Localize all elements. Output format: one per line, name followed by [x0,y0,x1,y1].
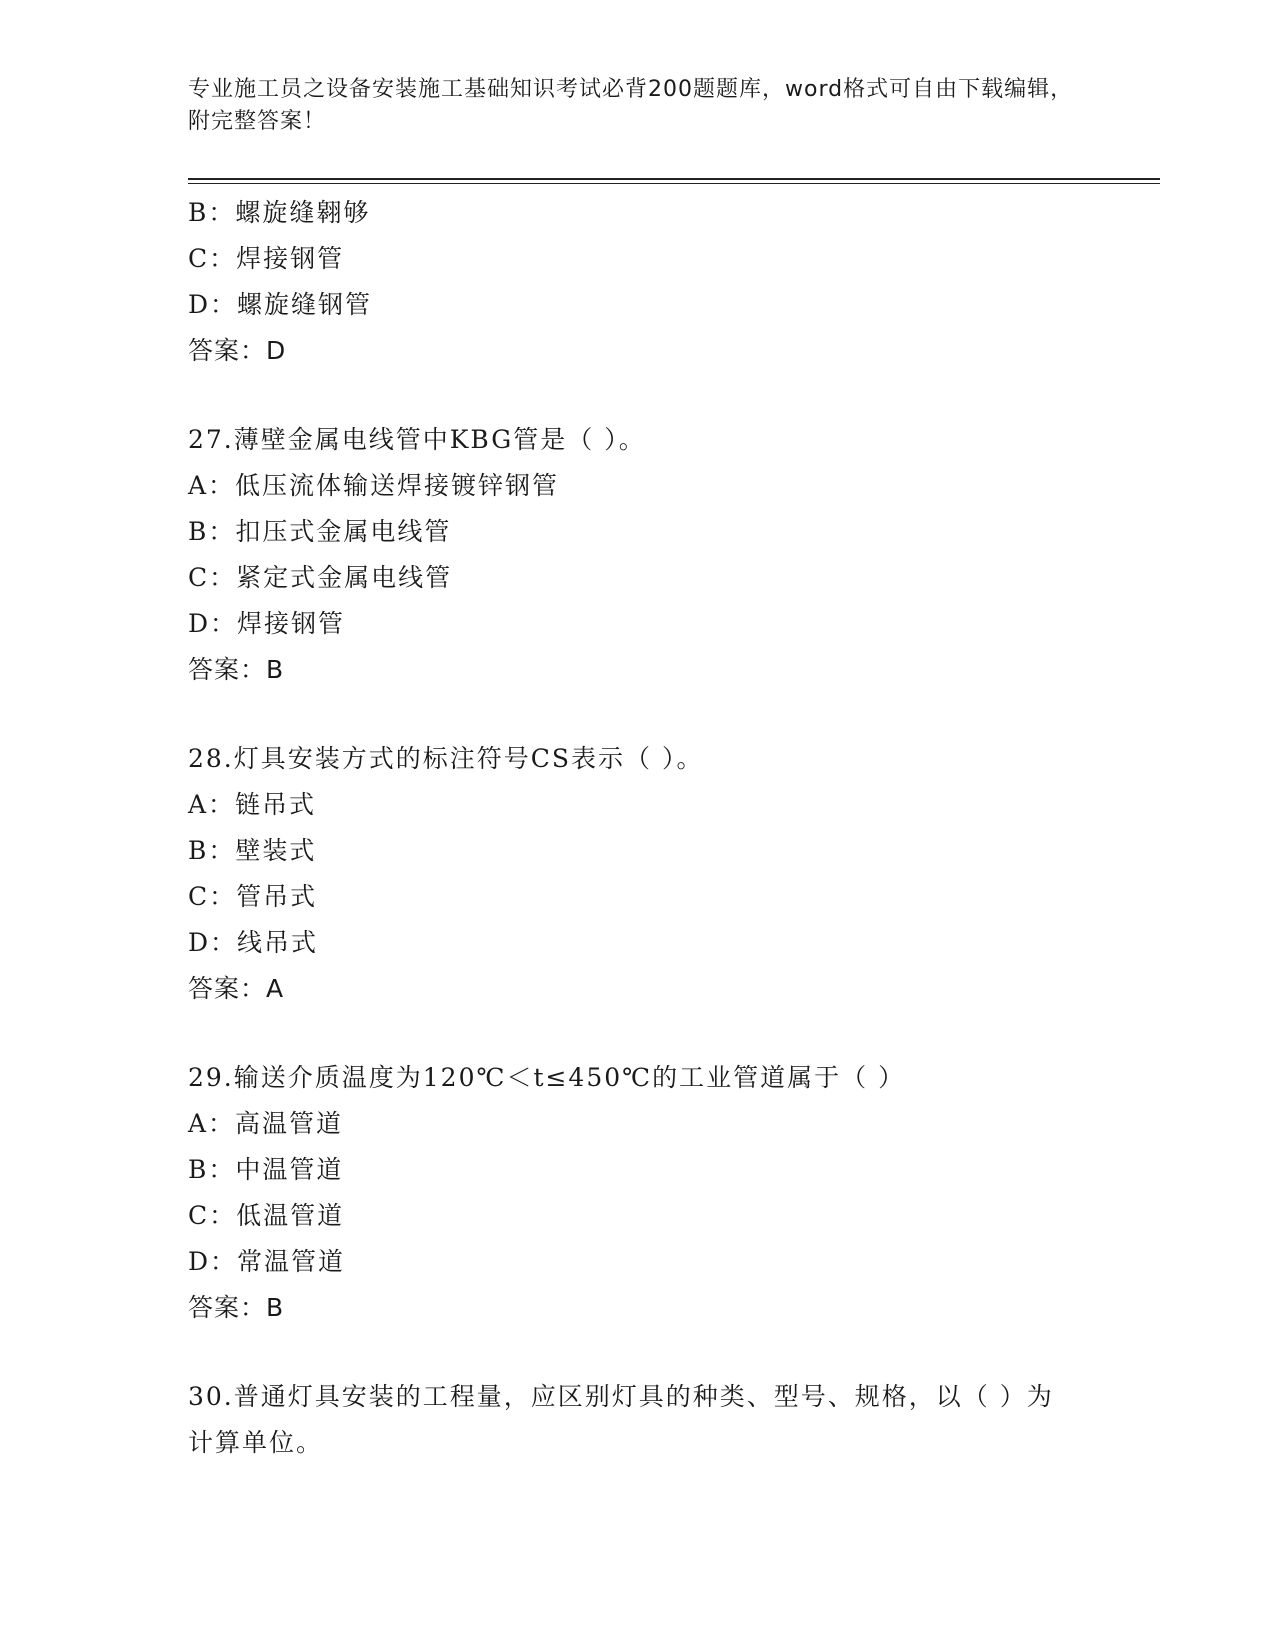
document-header: 专业施工员之设备安装施工基础知识考试必背200题题库，word格式可自由下载编辑，附完整答案！ [188,77,1074,134]
question-block [188,736,1068,1012]
spacer [188,374,1068,417]
question-block [188,190,1068,374]
option-c: C：紧定式金属电线管 [188,563,453,592]
option-a: A：低压流体输送焊接镀锌钢管 [188,471,560,500]
question-block [188,1374,1068,1466]
spacer [188,1331,1068,1374]
question-block [188,417,1068,693]
option-c: C：焊接钢管 [188,244,345,273]
option-c: C：管吊式 [188,882,318,911]
answer-line: 答案：A [188,974,285,1003]
option-d: D：线吊式 [188,928,319,957]
option-c: C：低温管道 [188,1201,345,1230]
option-b: B：螺旋缝翱够 [188,198,371,227]
option-b: B：壁装式 [188,836,317,865]
option-d: D：常温管道 [188,1247,346,1276]
question-text: 28.灯具安装方式的标注符号CS表示（ ）。 [188,744,704,773]
question-text: 30.普通灯具安装的工程量，应区别灯具的种类、型号、规格，以（ ）为计算单位。 [188,1382,1054,1457]
question-block [188,1055,1068,1331]
question-list [188,190,1068,1466]
question-text: 29.输送介质温度为120℃＜t≤450℃的工业管道属于（ ） [188,1063,906,1092]
option-d: D：螺旋缝钢管 [188,290,373,319]
spacer [188,693,1068,736]
option-b: B：中温管道 [188,1155,344,1184]
answer-line: 答案：B [188,655,285,684]
option-d: D：焊接钢管 [188,609,346,638]
answer-line: 答案：B [188,1293,285,1322]
spacer [188,1012,1068,1055]
option-b: B：扣压式金属电线管 [188,517,452,546]
question-text: 27.薄壁金属电线管中KBG管是（ ）。 [188,425,646,454]
answer-line: 答案：D [188,336,287,365]
header-divider-thick [188,178,1160,180]
header-divider-thin [188,183,1160,184]
option-a: A：高温管道 [188,1109,344,1138]
option-a: A：链吊式 [188,790,317,819]
